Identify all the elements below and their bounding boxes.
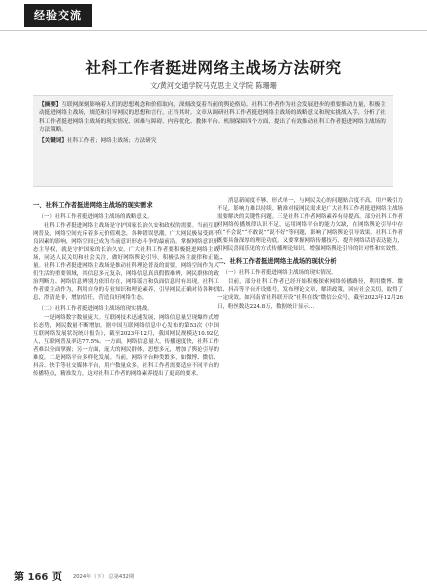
body-paragraph: 社科工作者挺进网络主战场是守护国家长治久安和政权的需要。当前互联网普及，网络空间充斥着多元价值观念，各种错误思潮，广大网民极易受到不良因素的影响，网络空间已成为当前意识形态斗争的最前沿。掌握网络意识形态主导权，就是守护国家的长治久安。广大社科工作者要积极挺进网络主战场，同达人民关切和社会关注，做好网络舆论引导，积极弘扬主旋律和正能量。社科工作者挺进网络主战场是推动社科理论普及的需要。网络空间作为人们生活的重要领域，其信息多元复杂，网络信息真真假假难辨，网民群体的政治判断力、网络信息辨别力依旧存在，网络谣言和负面信息时有出现，社科工作者要主动作为，利用自身的专业知识和理论素养，引导网民正确对待各种信息，澄清是非，增加信任，营造良好网络生态。 (33, 223, 219, 302)
abstract (39, 101, 387, 134)
subsection-heading: （一）社科工作者挺进网络主战场的现实情况。 (222, 270, 337, 277)
page-footer (14, 565, 414, 583)
body-column-left (33, 197, 219, 564)
page-number: 第 166 页 (14, 572, 62, 583)
issue-info: 2024年（下） 总第432期 (72, 574, 135, 580)
abstract-label: 【摘要】 (39, 102, 62, 108)
abstract-box (33, 95, 393, 187)
article-author: 文/黄河交通学院马克思主义学院 陈珊珊 (150, 81, 277, 90)
keywords-text: 社科工作者；网络主战场；方法研究 (66, 138, 157, 145)
subsection-heading: （一）社科工作者挺进网络主战场的战略意义。 (38, 214, 153, 220)
body-paragraph: 一是网络数字数量庞大。互联网技术迅速发展，网络信息量呈现爆炸式增长态势，网民数量不断增加。据中国互联网络信息中心发布的第53次《中国互联网络发展状况统计报告》，截至2023年12月，我国网民规模达10.92亿人，互联网普及率达77.5%。一方面，网络信息量大，传播速度快，社科工作者难以全面掌握；另一方面，庞大的网民群体，思想多元，增加了舆论引导的难度。二是网络平台多样化发展。当前，网络平台种类繁多，如微博、微信、抖音、快手等社交媒体平台，用户数量众多，社科工作者需要适应不同平台的传播特点，精准发力，这对社科工作者的网络素养提出了更高的要求。 (33, 314, 219, 377)
section-heading: 一、社科工作者挺进网络主战场的现实需求 (33, 202, 153, 209)
body-paragraph: 目前，部分社科工作者已经开始积极探索网络传播路径，利用微博、微信、抖音等平台开设账号，发布理论文章，解读政策，回应社会关切，取得了一定成效。如河南省社科联开设“社科在线”微信公众号，截至2023年12月26日，粉丝数达224.8万，数据统计显示… (217, 279, 403, 310)
article-title: 社科工作者挺进网络主战场方法研究 (85, 59, 342, 77)
keywords-label: 【关键词】 (39, 138, 67, 145)
section-tag: 经验交流 (24, 4, 92, 27)
body-paragraph: 消息新闻度不够，形式单一，与网民关心的问题贴合度不高，用户吸引力不足，影响力难以持续。精准对接网民需求是广大社科工作者挺进网络主战场需要解决的关键性问题。三是社科工作者网络素养有待提高。部分社科工作者对网络传播规律认识不足，运用网络平台的能力欠缺，在网络舆论引导中存在“不会说”“不敢说”“说不好”等问题，影响了网络舆论引导效果。社科工作者既要具备深厚的理论功底，又要掌握网络传播技巧，提升网络话语表达能力，用网民喜闻乐见的方式传播理论知识，增强网络舆论引导的针对性和实效性。 (217, 198, 403, 253)
abstract-text: 互联网深刻影响着人们的思想观念和价值取向，深刻改变着当前的舆论格局。社科工作者作为社会发展进步的重要推动力量，积极主动挺进网络主战场，规范和引导网民的思想和言行，正当其时。文章从调研社科工作者挺进网络主战场的战略意义和现实挑战入手，分析了社科工作者挺进网络主战场的现实情况、困难与障碍、内容优化、教体平台、机制保障四个方面，提出了有效推动社科工作者挺进网络主战场的方法策略。 (39, 102, 386, 133)
subsection-heading: （二）社科工作者挺进网络主战场的现实挑战。 (38, 305, 153, 312)
body-column-right (217, 197, 403, 564)
section-heading: 二、社科工作者挺进网络主战场的现状分析 (217, 258, 337, 266)
page-header (0, 0, 427, 31)
keywords (39, 137, 387, 145)
